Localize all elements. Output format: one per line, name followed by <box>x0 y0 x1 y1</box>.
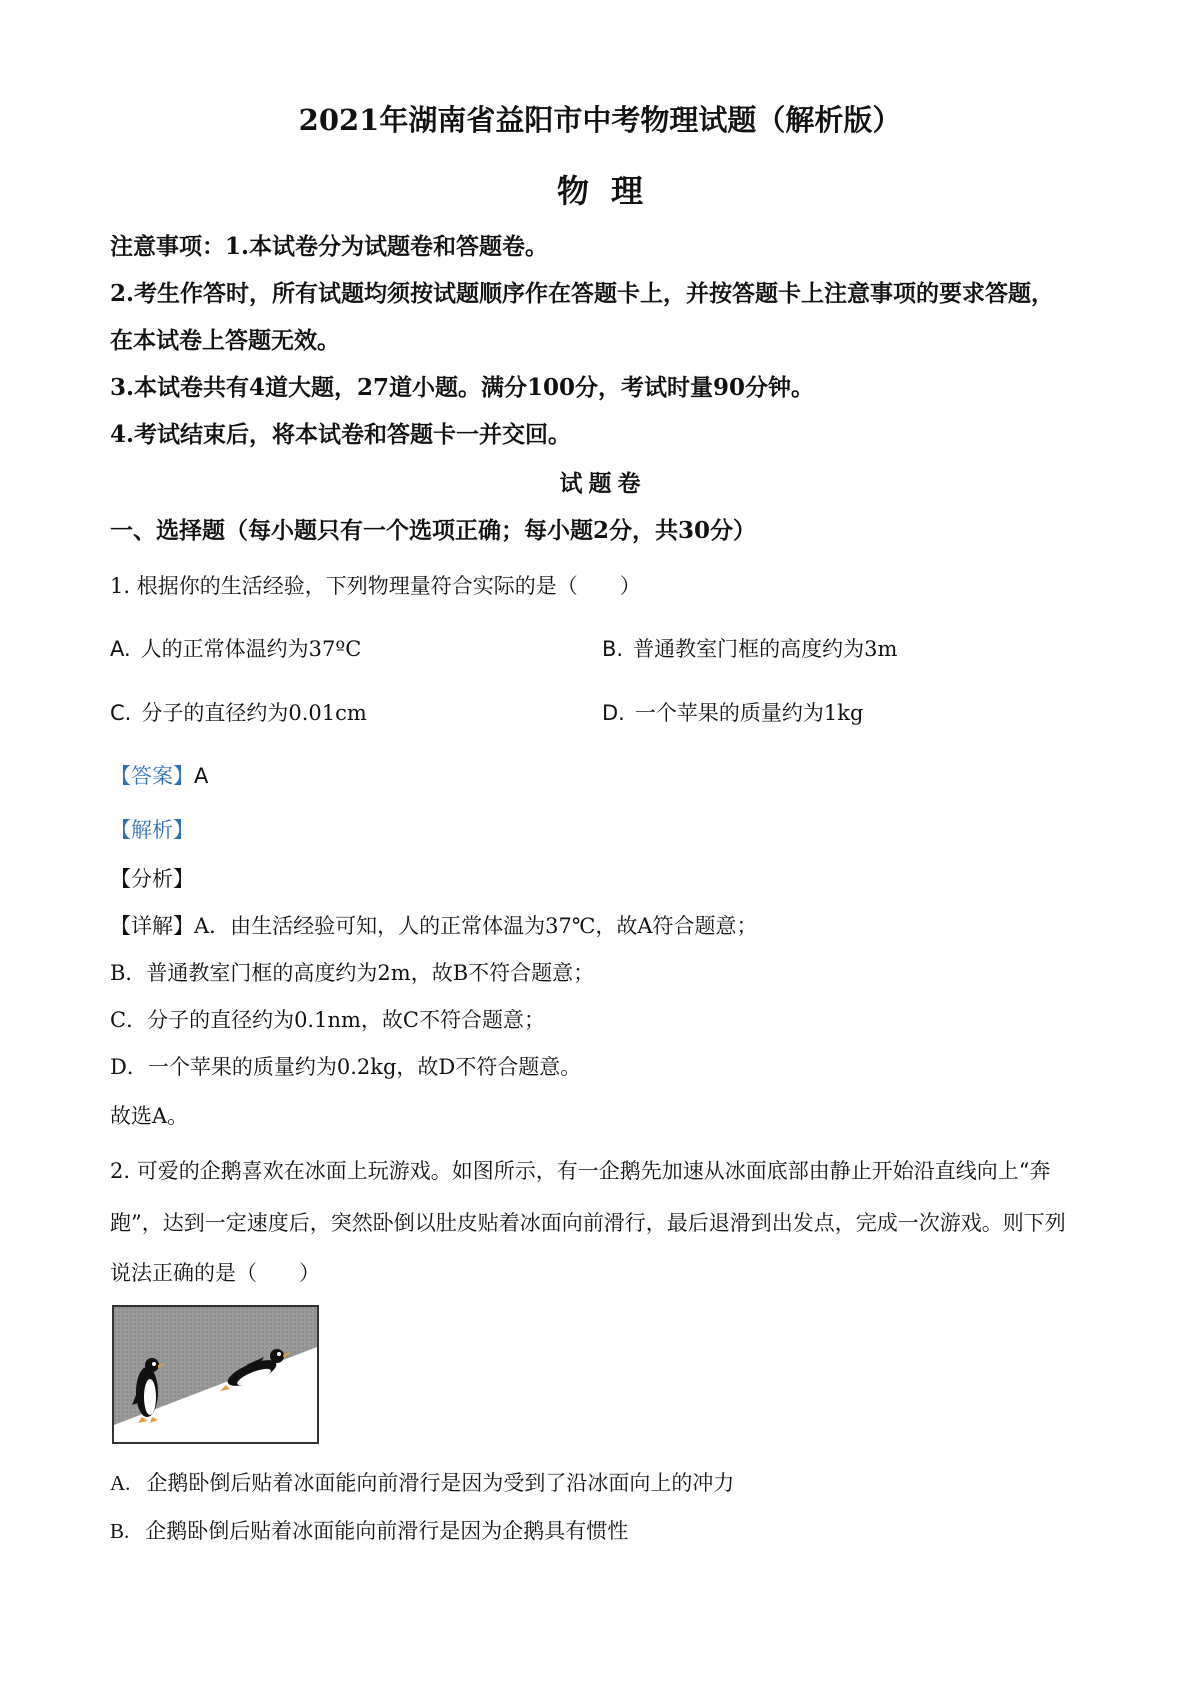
detail-line-4: D．一个苹果的质量约为0.2kg，故D不符合题意。 <box>110 1055 582 1079</box>
question-1-stem: 1. 根据你的生活经验，下列物理量符合实际的是（ ） <box>110 574 641 598</box>
option-text: 普通教室门框的高度约为3m <box>633 637 898 661</box>
option-text: 企鹅卧倒后贴着冰面能向前滑行是因为企鹅具有惯性 <box>145 1519 629 1543</box>
option-text: 企鹅卧倒后贴着冰面能向前滑行是因为受到了沿冰面向上的冲力 <box>146 1471 735 1495</box>
notice-line-3: 在本试卷上答题无效。 <box>110 327 340 354</box>
q2-option-a <box>110 1467 734 1497</box>
notice-line-5: 4.考试结束后，将本试卷和答题卡一并交回。 <box>110 421 572 448</box>
detail-line-1: 【详解】A．由生活经验可知，人的正常体温为37℃，故A符合题意； <box>110 914 758 938</box>
option-text: 人的正常体温约为37ºC <box>140 637 362 661</box>
section-heading: 一、选择题（每小题只有一个选项正确；每小题2分，共30分） <box>110 517 757 544</box>
question-2-stem-line-3: 说法正确的是（ ） <box>110 1261 320 1285</box>
notice-line-2: 2.考生作答时，所有试题均须按试题顺序作在答题卡上，并按答题卡上注意事项的要求答题， <box>110 280 1055 307</box>
option-text: 分子的直径约为0.01cm <box>141 701 367 725</box>
notice-line-1: 注意事项：1.本试卷分为试题卷和答题卷。 <box>110 233 549 260</box>
notice-line-4: 3.本试卷共有4道大题，27道小题。满分100分，考试时量90分钟。 <box>110 374 815 401</box>
q1-option-b <box>602 633 897 663</box>
fenxi-tag: 【分析】 <box>110 867 194 891</box>
document-title: 2021年湖南省益阳市中考物理试题（解析版） <box>298 103 902 137</box>
q1-option-c <box>110 697 367 727</box>
detail-line-2: B．普通教室门框的高度约为2m，故B不符合题意； <box>110 961 595 985</box>
detail-line-3: C．分子的直径约为0.1nm，故C不符合题意； <box>110 1008 545 1032</box>
option-label: A. <box>110 637 131 661</box>
q1-option-a <box>110 633 361 663</box>
option-text: 一个苹果的质量约为1kg <box>634 701 864 725</box>
q1-option-d <box>602 697 863 727</box>
document-subtitle: 物理 <box>556 172 665 210</box>
option-label: A. <box>110 1471 131 1495</box>
q2-option-b <box>110 1515 628 1545</box>
answer-line <box>110 760 208 790</box>
paper-label: 试题卷 <box>559 470 647 497</box>
penguin-figure <box>112 1305 319 1444</box>
option-label: B. <box>602 637 624 661</box>
penguin-illustration <box>114 1307 317 1442</box>
question-2-stem-line-1: 2. 可爱的企鹅喜欢在冰面上玩游戏。如图所示，有一企鹅先加速从冰面底部由静止开始沿直线向上“奔 <box>110 1159 1051 1183</box>
detail-line-5: 故选A。 <box>110 1104 189 1128</box>
answer-value: A <box>194 764 209 788</box>
option-label: B. <box>110 1519 130 1543</box>
question-2-stem-line-2: 跑”，达到一定速度后，突然卧倒以肚皮贴着冰面向前滑行，最后退滑到出发点，完成一次游戏。则下列 <box>110 1211 1066 1235</box>
analysis-tag: 【解析】 <box>110 818 194 842</box>
option-label: D. <box>602 701 625 725</box>
option-label: C. <box>110 701 132 725</box>
answer-tag: 【答案】 <box>110 764 194 788</box>
